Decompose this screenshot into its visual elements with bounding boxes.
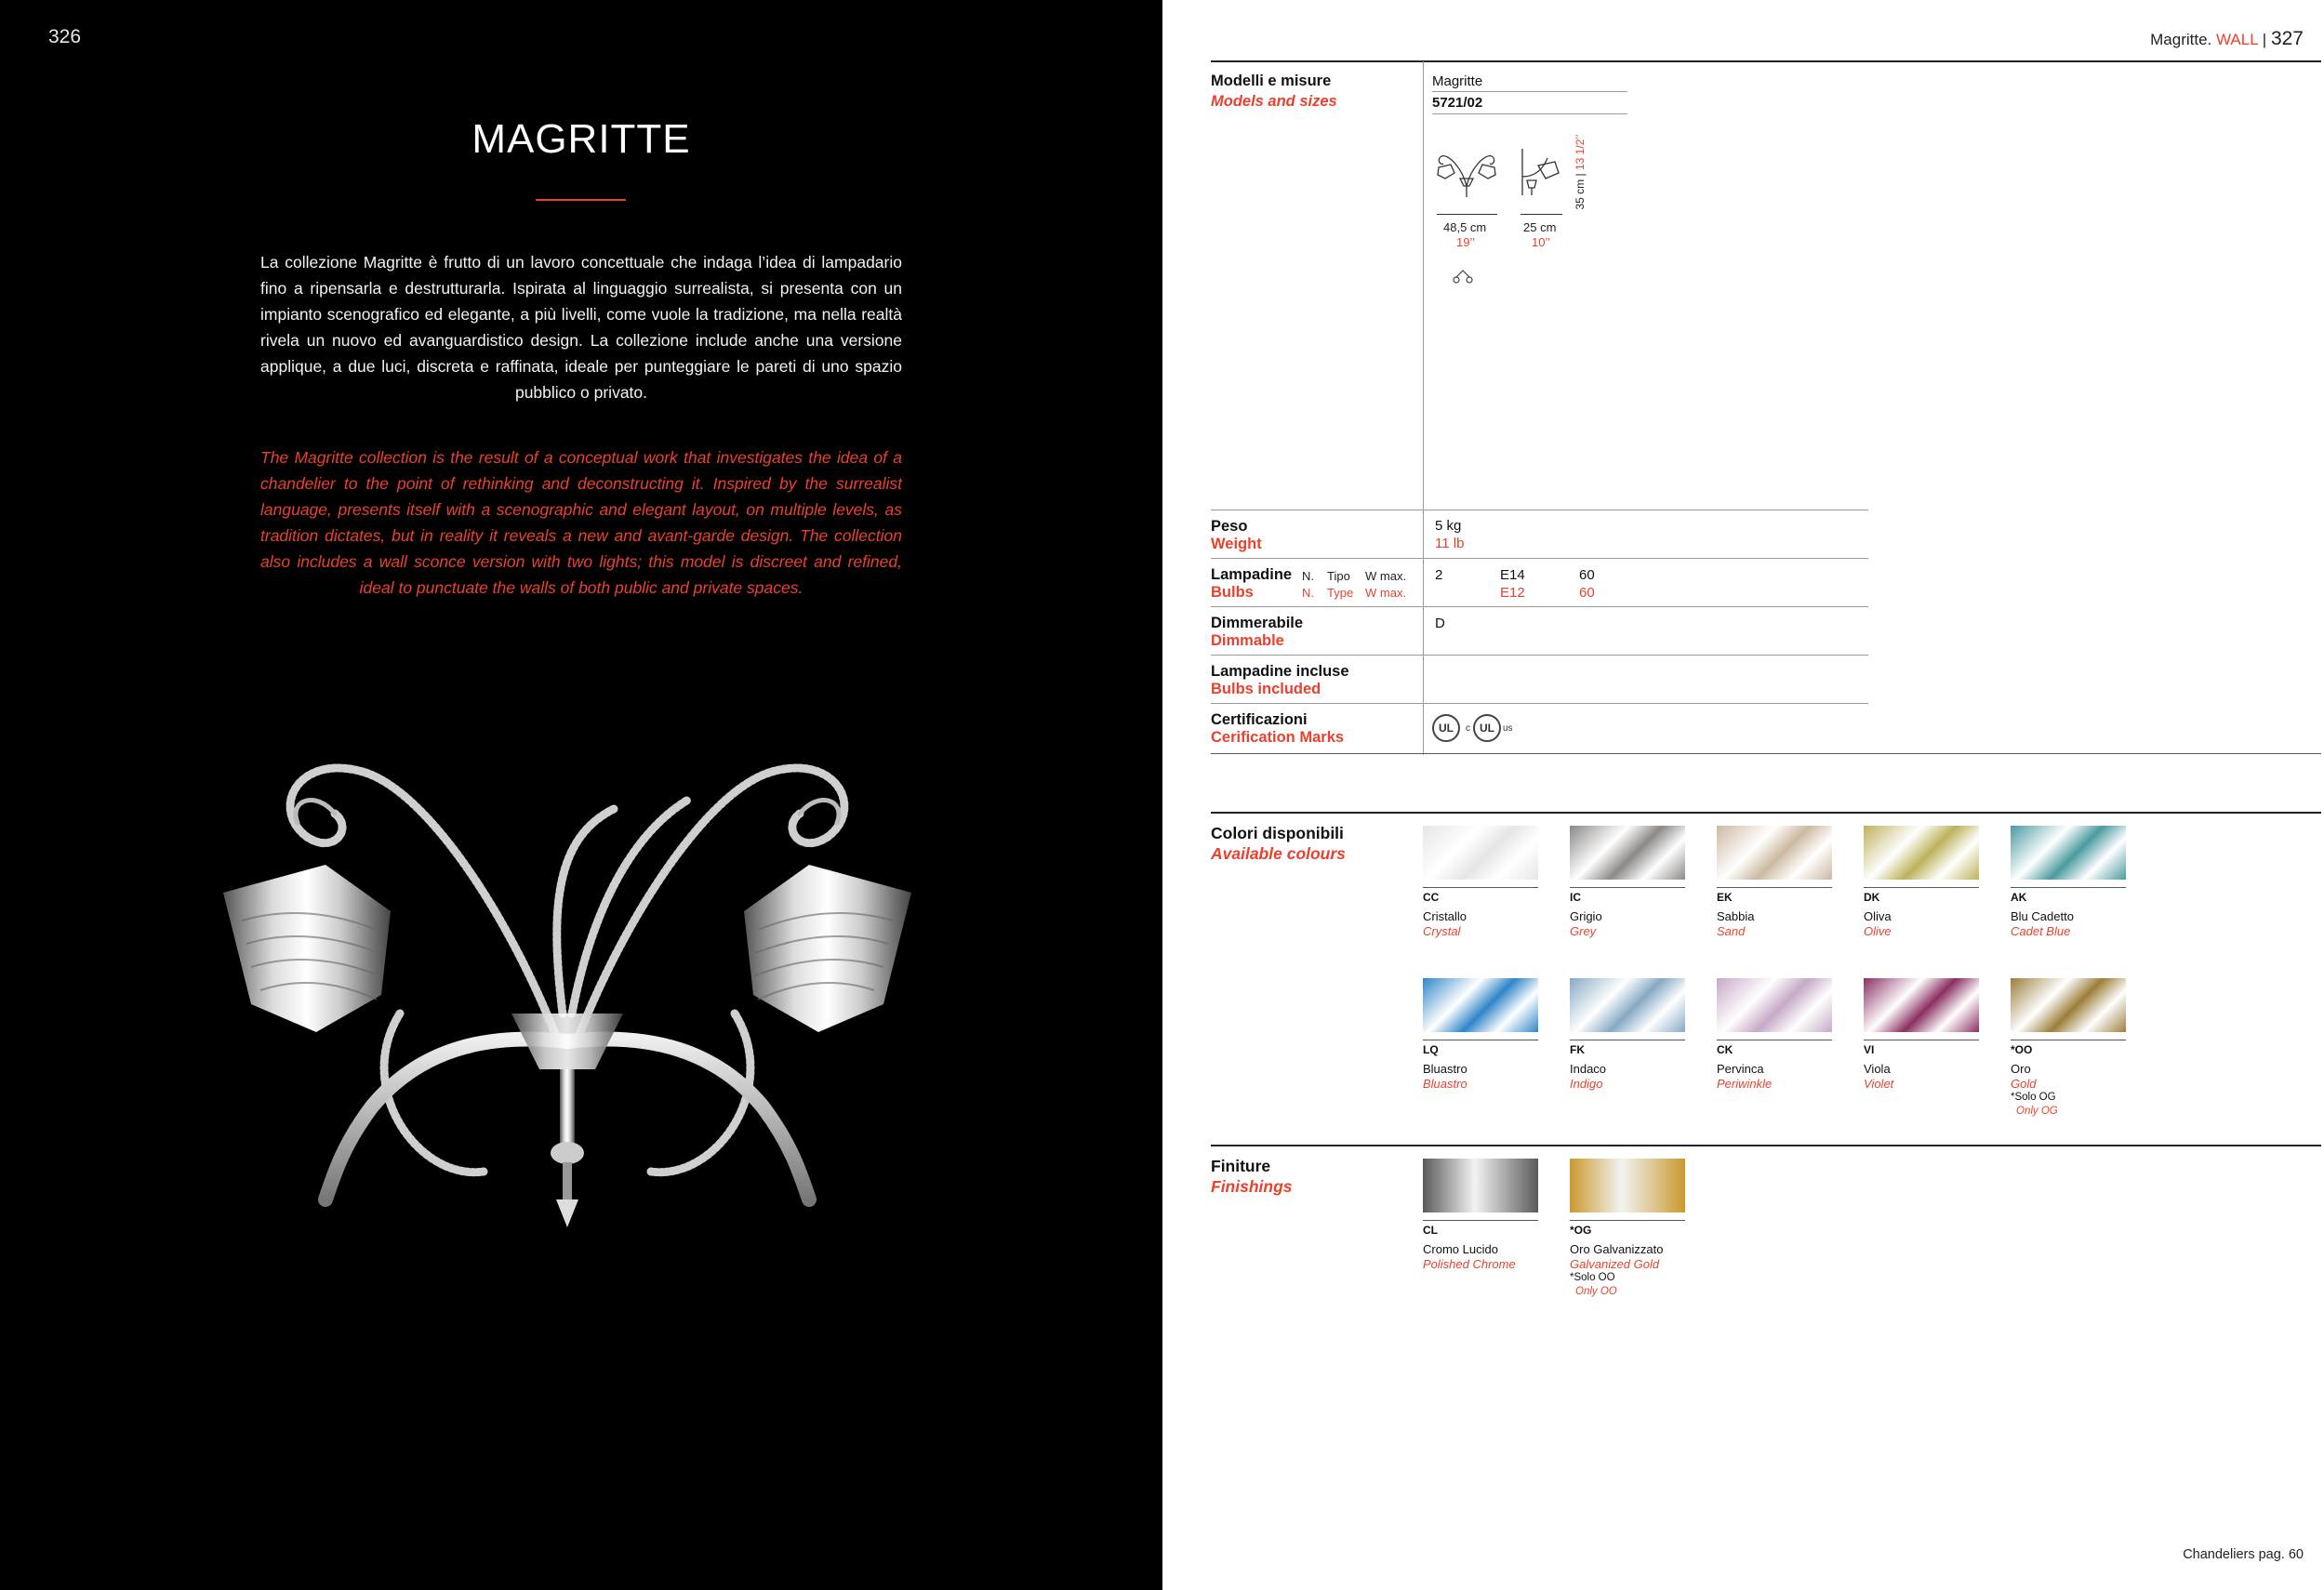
certifications-rule: [1211, 703, 1868, 704]
dimmable-label: Dimmerabile: [1211, 615, 1304, 631]
header-collection: Magritte.: [2150, 31, 2212, 48]
swatch-name: Cromo Lucido: [1423, 1242, 1498, 1256]
bulbs-col-type-en: Type: [1327, 586, 1354, 600]
weight-value-en: 11 lb: [1435, 536, 1465, 551]
header-section: WALL: [2216, 31, 2259, 48]
swatch-color: [1570, 826, 1685, 880]
swatch-rule: [1570, 1220, 1685, 1221]
swatch-note-en: Only OO: [1575, 1286, 1617, 1297]
width-in: 19’’: [1456, 235, 1476, 249]
swatch-name: Oliva: [1864, 909, 1892, 923]
dimmable-value: D: [1435, 616, 1445, 631]
page-number-right: 327: [2270, 28, 2304, 49]
swatch-code: CK: [1717, 1043, 1733, 1056]
swatch-code: *OG: [1570, 1224, 1592, 1237]
swatch-code: CC: [1423, 891, 1440, 904]
dimmable-label-en: Dimmable: [1211, 632, 1284, 649]
width-dimension-line: [1437, 214, 1497, 215]
bulbs-w-en: 60: [1579, 585, 1595, 601]
swatch-color: [1423, 826, 1538, 880]
cul-mark: UL: [1473, 714, 1501, 742]
swatch-en: Olive: [1864, 924, 1892, 938]
swatch-rule: [2011, 887, 2126, 888]
bulbs-included-label: Lampadine incluse: [1211, 663, 1349, 680]
bulbs-col-w: W max.: [1365, 569, 1407, 583]
ul-certification-icon: [1432, 714, 1525, 744]
model-code: 5721/02: [1432, 95, 1483, 111]
page-number-left: 326: [48, 26, 82, 47]
bulbs-col-w-en: W max.: [1365, 586, 1407, 600]
swatch-code: IC: [1570, 891, 1581, 904]
swatch-code: VI: [1864, 1043, 1875, 1056]
swatch-note: *Solo OO: [1570, 1272, 1615, 1283]
swatch-en: Galvanized Gold: [1570, 1257, 1660, 1271]
depth-dimension-line: [1521, 214, 1562, 215]
height-separator: |: [1574, 173, 1587, 177]
footer-reference: Chandeliers pag. 60: [2183, 1547, 2304, 1562]
swatch-code: CL: [1423, 1224, 1438, 1237]
swatch-en: Cadet Blue: [2011, 924, 2071, 938]
swatch-color: [1864, 826, 1979, 880]
models-label: Modelli e misure: [1211, 73, 1332, 89]
bulbs-label: Lampadine: [1211, 566, 1293, 583]
bulbs-included-label-en: Bulbs included: [1211, 681, 1321, 697]
weight-label: Peso: [1211, 518, 1248, 535]
bulbs-label-en: Bulbs: [1211, 584, 1254, 601]
swatch-rule: [1570, 887, 1685, 888]
swatch-name: Indaco: [1570, 1062, 1607, 1076]
top-rule: [1211, 60, 2321, 62]
certifications-label: Certificazioni: [1211, 711, 1308, 728]
swatch-en: Sand: [1717, 924, 1746, 938]
swatch-en: Indigo: [1570, 1077, 1603, 1091]
swatch-code: AK: [2011, 891, 2027, 904]
bulbs-col-n: N.: [1302, 569, 1314, 583]
side-view-diagram: [1518, 139, 1564, 205]
swatch-rule: [1717, 887, 1832, 888]
swatch-color: [1423, 978, 1538, 1032]
specs-bottom-rule: [1211, 753, 2321, 754]
swatch-code: EK: [1717, 891, 1733, 904]
swatch-code: *OO: [2011, 1043, 2033, 1056]
depth-cm: 25 cm: [1523, 220, 1557, 234]
right-page: [1162, 0, 2324, 1590]
colours-label-en: Available colours: [1211, 844, 1346, 863]
swatch-name: Viola: [1864, 1062, 1891, 1076]
collection-title: MAGRITTE: [471, 116, 691, 162]
swatch-note: *Solo OG: [2011, 1092, 2056, 1103]
bulbs-col-n-en: N.: [1302, 586, 1314, 600]
height-cm: 35 cm: [1574, 179, 1587, 210]
swatch-code: LQ: [1423, 1043, 1439, 1056]
swatch-code: FK: [1570, 1043, 1585, 1056]
swatch-en: Periwinkle: [1717, 1077, 1773, 1091]
model-code-rule: [1432, 113, 1627, 114]
height-dimension: [1574, 130, 1588, 214]
model-name: Magritte: [1432, 73, 1483, 89]
swatch-color: [2011, 978, 2126, 1032]
front-view-diagram: [1434, 139, 1499, 205]
header-separator: |: [2262, 31, 2267, 48]
swatch-name: Grigio: [1570, 909, 1602, 923]
depth-in: 10’’: [1532, 235, 1551, 249]
finishings-label: Finiture: [1211, 1157, 1271, 1175]
swatch-rule: [1423, 1220, 1538, 1221]
swatch-code: DK: [1864, 891, 1880, 904]
us-mark: us: [1503, 723, 1513, 734]
bulbs-w: 60: [1579, 567, 1595, 583]
finishings-label-en: Finishings: [1211, 1177, 1293, 1196]
spec-column-divider: [1423, 61, 1424, 755]
bulbs-included-rule: [1211, 655, 1868, 656]
swatch-en: Gold: [2011, 1077, 2037, 1091]
swatch-color: [2011, 826, 2126, 880]
width-cm: 48,5 cm: [1443, 220, 1487, 234]
certifications-label-en: Cerification Marks: [1211, 729, 1345, 746]
height-in: 13 1/2’’: [1574, 134, 1587, 170]
swatch-name: Blu Cadetto: [2011, 909, 2074, 923]
bulbs-type-en: E12: [1500, 585, 1525, 601]
bulbs-rule: [1211, 558, 1868, 559]
description-italian: La collezione Magritte è frutto di un lavoro concettuale che indaga l’idea di lampadario fino a ripensarla e destrutturarla. Ispirata al linguaggio surrealista, si presenta con un impianto scenografico ed elegante, a più livelli, come vuole la tradizione, ma nella realtà rivela un nuovo ed avanguardistico design. La collezione include anche una versione applique, a due luci, discreta e raffinata, ideale per punteggiare le pareti di uno spazio pubblico o privato.: [260, 253, 902, 402]
title-underline: [536, 199, 626, 201]
swatch-en: Polished Chrome: [1423, 1257, 1516, 1271]
bulbs-n: 2: [1435, 567, 1443, 583]
swatch-name: Bluastro: [1423, 1062, 1467, 1076]
bulbs-type: E14: [1500, 567, 1525, 583]
description-english: The Magritte collection is the result of a conceptual work that investigates the idea of a chandelier to the point of rethinking and deconstructing it. Inspired by the surrealist language, presents itself with a scenographic and elegant layout, on multiple levels, as tradition dictates, but in reality it reveals a new and avant-garde design. The collection also includes a wall sconce version with two lights; this model is discreet and refined, ideal to punctuate the walls of both public and private spaces.: [260, 448, 902, 597]
swatch-note-en: Only OG: [2016, 1106, 2058, 1117]
swatch-en: Crystal: [1423, 924, 1461, 938]
swatch-en: Bluastro: [1423, 1077, 1467, 1091]
colours-label: Colori disponibili: [1211, 824, 1344, 842]
swatch-rule: [1423, 887, 1538, 888]
colours-rule: [1211, 812, 2321, 814]
wall-sconce-photo: [205, 735, 930, 1274]
models-label-en: Models and sizes: [1211, 93, 1337, 110]
swatch-en: Grey: [1570, 924, 1597, 938]
swatch-name: Pervinca: [1717, 1062, 1764, 1076]
swatch-name: Oro: [2011, 1062, 2031, 1076]
swatch-color: [1864, 978, 1979, 1032]
swatch-name: Oro Galvanizzato: [1570, 1242, 1664, 1256]
swatch-rule: [1864, 887, 1979, 888]
swatch-en: Violet: [1864, 1077, 1894, 1091]
running-header: [2150, 28, 2304, 50]
swatch-color: [1570, 978, 1685, 1032]
wall-mount-icon: [1451, 268, 1475, 285]
swatch-color: [1423, 1159, 1538, 1212]
finishings-rule: [1211, 1145, 2321, 1146]
swatch-color: [1570, 1159, 1685, 1212]
ul-mark: UL: [1432, 714, 1460, 742]
swatch-color: [1717, 826, 1832, 880]
swatch-name: Sabbia: [1717, 909, 1755, 923]
weight-label-en: Weight: [1211, 536, 1262, 552]
swatch-name: Cristallo: [1423, 909, 1467, 923]
c-mark: c: [1466, 723, 1470, 734]
bulbs-col-type: Tipo: [1327, 569, 1350, 583]
dimmable-rule: [1211, 606, 1868, 607]
weight-value: 5 kg: [1435, 518, 1462, 534]
swatch-color: [1717, 978, 1832, 1032]
model-name-rule: [1432, 91, 1627, 92]
